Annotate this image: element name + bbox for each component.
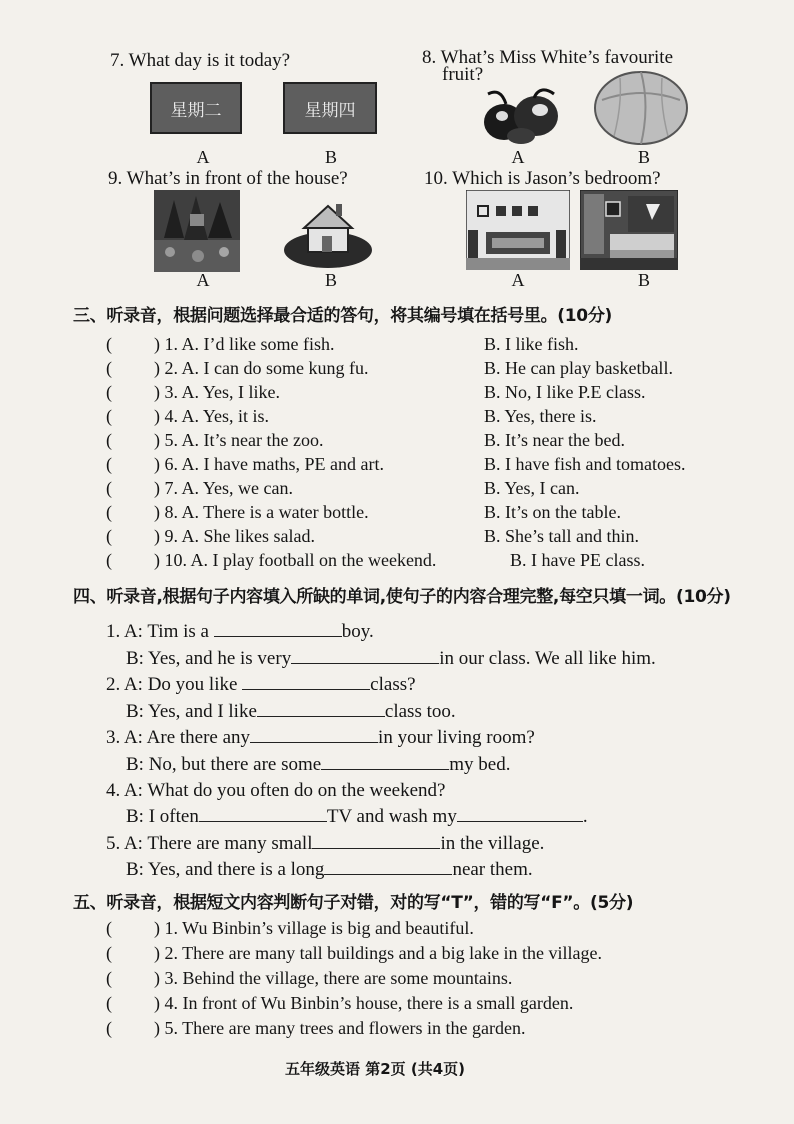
line-text: boy. [341, 621, 374, 642]
option-b: B. It’s near the bed. [484, 430, 625, 450]
fill-blank[interactable] [257, 698, 385, 717]
line-text: 5. A: There are many small [106, 832, 313, 854]
option-8b-label: B [637, 147, 650, 167]
fill-blank[interactable] [312, 830, 440, 849]
section-5-list [106, 916, 602, 1041]
question-9: 9. What’s in front of the house? [108, 168, 348, 189]
list-item [106, 671, 656, 698]
list-item [106, 698, 656, 725]
question-8-line2: fruit? [442, 64, 484, 85]
list-item [106, 356, 685, 380]
answer-paren[interactable]: ( [106, 358, 112, 378]
option-7b-label: B [324, 147, 337, 167]
option-a: ) 4. A. Yes, it is. [154, 406, 270, 426]
option-7b-card-text: 星期四 [304, 100, 356, 121]
apples-icon [476, 86, 566, 146]
option-a: ) 8. A. There is a water bottle. [154, 502, 369, 522]
section-3-title: 三、听录音，根据问题选择最合适的答句，将其编号填在括号里。(10分) [73, 306, 612, 326]
statement-text: ) 5. There are many trees and flowers in the garden. [154, 1018, 526, 1038]
question-10: 10. Which is Jason’s bedroom? [424, 168, 661, 189]
statement-text: ) 2. There are many tall buildings and a big lake in the village. [154, 943, 603, 963]
list-item [106, 803, 656, 830]
line-text: in your living room? [378, 727, 535, 749]
fill-blank[interactable] [321, 751, 449, 770]
answer-paren[interactable]: ( [106, 406, 112, 426]
line-text: my bed. [449, 753, 511, 775]
option-9a-label: A [196, 270, 210, 290]
melon-icon [592, 66, 690, 146]
option-b: B. Yes, I can. [484, 478, 580, 498]
line-text: 2. A: Do you like [106, 674, 238, 696]
fill-blank[interactable] [199, 803, 327, 822]
answer-paren[interactable]: ( [106, 550, 112, 570]
option-b: B. It’s on the table. [484, 502, 621, 522]
line-text: . [582, 806, 588, 828]
option-10b-label: B [637, 270, 650, 290]
answer-paren[interactable]: ( [106, 478, 112, 498]
section-3-list [106, 332, 685, 572]
line-text: 3. A: Are there any [106, 727, 251, 749]
list-item [106, 778, 656, 804]
list-item [106, 645, 656, 672]
list-item [106, 1016, 602, 1041]
page-footer: 五年级英语 第2页 (共4页) [285, 1060, 466, 1078]
line-text: B: I often [126, 806, 199, 828]
statement-text: ) 1. Wu Binbin’s village is big and beautiful. [154, 918, 474, 938]
fill-blank[interactable] [250, 724, 378, 743]
answer-paren[interactable]: ( [106, 454, 112, 474]
line-text: B: Yes, and he is very [126, 647, 292, 669]
option-10a-label: A [511, 270, 525, 290]
option-7b-card [283, 82, 377, 134]
section-5-title: 五、听录音，根据短文内容判断句子对错，对的写“T”，错的写“F”。(5分) [73, 893, 634, 913]
line-text: B: No, but there are some [126, 753, 322, 775]
answer-paren[interactable]: ( [106, 968, 112, 988]
list-item [106, 966, 602, 991]
option-a: ) 9. A. She likes salad. [154, 526, 315, 546]
line-text: near them. [452, 859, 533, 881]
fill-blank[interactable] [214, 618, 342, 637]
question-8-line1: 8. What’s Miss White’s favourite [422, 47, 674, 68]
fill-blank[interactable] [324, 856, 452, 875]
list-item [106, 724, 656, 751]
list-item [106, 751, 656, 778]
list-item [106, 856, 656, 883]
answer-paren[interactable]: ( [106, 382, 112, 402]
option-9b-label: B [324, 270, 337, 290]
answer-paren[interactable]: ( [106, 430, 112, 450]
option-7a-card-text: 星期二 [170, 100, 222, 121]
line-text: B: Yes, and there is a long [126, 859, 325, 881]
list-item [106, 404, 685, 428]
answer-paren[interactable]: ( [106, 1018, 112, 1038]
answer-paren[interactable]: ( [106, 526, 112, 546]
list-item [106, 500, 685, 524]
line-text: TV and wash my [326, 806, 457, 828]
option-b: B. I like fish. [484, 334, 579, 354]
forest-icon [154, 190, 240, 272]
option-a: ) 5. A. It’s near the zoo. [154, 430, 324, 450]
question-7: 7. What day is it today? [110, 50, 291, 71]
fill-blank[interactable] [457, 803, 583, 822]
line-text: class? [370, 674, 416, 696]
line-text: in the village. [440, 832, 545, 854]
fill-blank[interactable] [291, 645, 439, 664]
option-b: B. I have fish and tomatoes. [484, 454, 686, 474]
line-text: 1. A: Tim is a [106, 621, 209, 642]
answer-paren[interactable]: ( [106, 502, 112, 522]
list-item [106, 476, 685, 500]
option-a: ) 1. A. I’d like some fish. [154, 334, 335, 354]
option-8a-label: A [511, 147, 525, 167]
answer-paren[interactable]: ( [106, 918, 112, 938]
option-7a-card [150, 82, 242, 134]
line-text: 4. A: What do you often do on the weekend? [106, 779, 446, 801]
option-b: B. She’s tall and thin. [484, 526, 639, 546]
option-a: ) 10. A. I play football on the weekend. [154, 550, 437, 570]
list-item [106, 941, 602, 966]
option-b: B. Yes, there is. [484, 406, 597, 426]
line-text: in our class. We all like him. [439, 647, 656, 669]
list-item [106, 332, 685, 356]
option-7a-label: A [196, 147, 210, 167]
list-item [106, 452, 685, 476]
list-item [106, 618, 656, 645]
section-4-list [106, 618, 656, 883]
option-a: ) 7. A. Yes, we can. [154, 478, 293, 498]
option-b: B. I have PE class. [510, 550, 645, 570]
fill-blank[interactable] [242, 671, 370, 690]
option-a: ) 3. A. Yes, I like. [154, 382, 281, 402]
statement-text: ) 4. In front of Wu Binbin’s house, there is a small garden. [154, 993, 574, 1013]
house-icon [282, 188, 374, 270]
option-b: B. He can play basketball. [484, 358, 673, 378]
list-item [106, 428, 685, 452]
line-text: B: Yes, and I like [126, 700, 257, 722]
section-4-title: 四、听录音,根据句子内容填入所缺的单词,使句子的内容合理完整,每空只填一词。(10分) [73, 587, 731, 607]
living-room-icon [466, 190, 570, 270]
line-text: class too. [384, 700, 456, 722]
list-item [106, 524, 685, 548]
list-item [106, 830, 656, 857]
bedroom-icon [580, 190, 678, 270]
list-item [106, 916, 602, 941]
list-item [106, 548, 685, 572]
statement-text: ) 3. Behind the village, there are some mountains. [154, 968, 513, 988]
list-item [106, 380, 685, 404]
list-item [106, 991, 602, 1016]
option-a: ) 2. A. I can do some kung fu. [154, 358, 369, 378]
option-b: B. No, I like P.E class. [484, 382, 646, 402]
answer-paren[interactable]: ( [106, 334, 112, 354]
answer-paren[interactable]: ( [106, 943, 112, 963]
option-a: ) 6. A. I have maths, PE and art. [154, 454, 384, 474]
answer-paren[interactable]: ( [106, 993, 112, 1013]
